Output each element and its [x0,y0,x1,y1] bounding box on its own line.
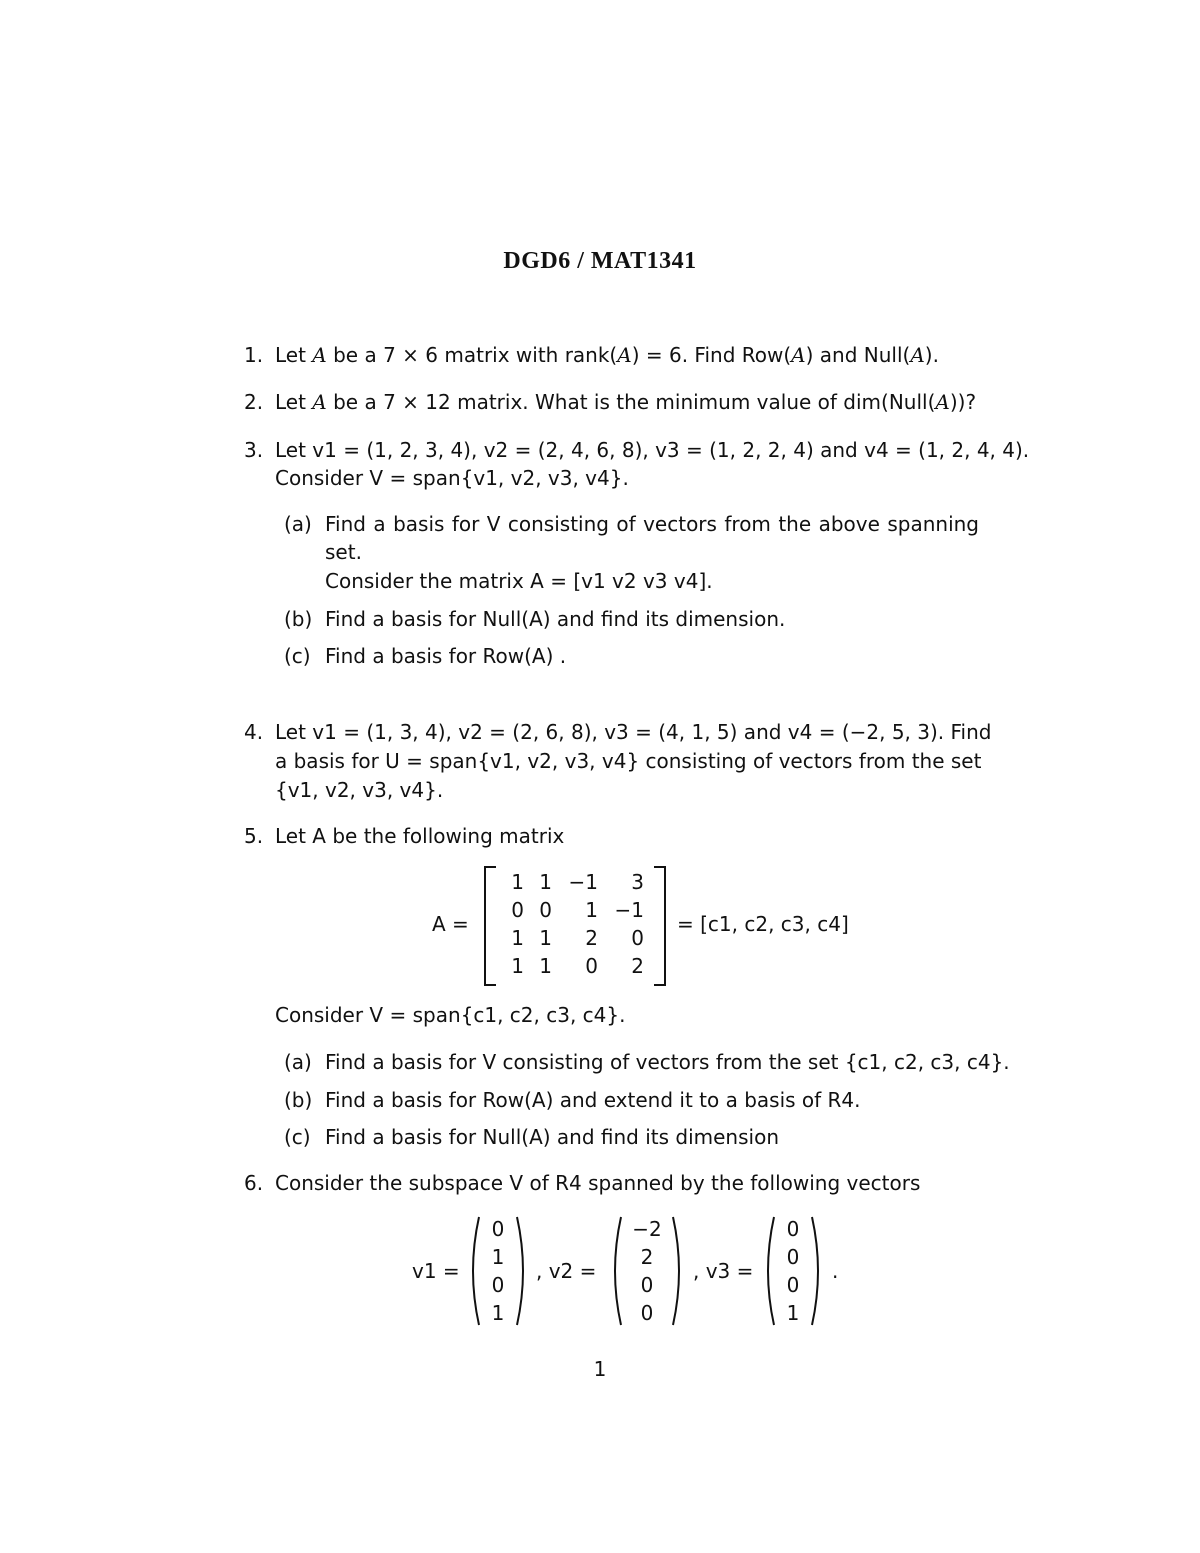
matrix-cell: 1 [539,926,552,950]
vector-v1 [465,1215,531,1327]
matrix-cell: 1 [511,954,524,978]
vector-v2-label: , v2 = [536,1259,597,1283]
vector-entry: −2 [632,1217,662,1241]
matrix-cell: 1 [539,954,552,978]
problem-3a-line-3: Consider the matrix A = [v1 v2 v3 v4]. [325,569,713,593]
vector-entry: 0 [491,1273,505,1297]
matrix-A [484,866,666,982]
matrix-cell: 3 [631,870,644,894]
vector-entry: 0 [786,1273,800,1297]
vector-v2-right-paren [671,1215,687,1327]
problem-4-line-2: a basis for U = span{v1, v2, v3, v4} consisting of vectors from the set [275,749,982,773]
vector-entry: 0 [786,1217,800,1241]
problem-3-line-1: Let v1 = (1, 2, 3, 4), v2 = (2, 4, 6, 8), v3 = (1, 2, 2, 4) and v4 = (1, 2, 4, 4). [275,438,1030,462]
vector-v1-label: v1 = [412,1259,460,1283]
page-title: DGD6 / MAT1341 [503,248,697,274]
problem-5b-label: (b) [284,1088,313,1112]
problem-5c-label: (c) [284,1125,311,1149]
vector-end-period: . [832,1259,839,1283]
matrix-cell: 0 [511,898,524,922]
vector-entry: 1 [786,1301,800,1325]
vector-entry: 0 [491,1217,505,1241]
matrix-cell: 1 [511,926,524,950]
matrix-cell: 1 [539,870,552,894]
problem-2-text: Let A be a 7 × 12 matrix. What is the minimum value of dim(Null(A))? [275,390,977,414]
problem-6-text: Consider the subspace V of R4 spanned by the following vectors [275,1171,921,1195]
page-number: 1 [593,1357,607,1381]
vector-v3-label: , v3 = [693,1259,754,1283]
problem-3a-line-1: Find a basis for V consisting of vectors from the above spanning [325,512,979,536]
matrix-cell: 0 [539,898,552,922]
problem-2-number: 2. [244,390,264,414]
problem-5-number: 5. [244,824,264,848]
problem-3a-line-2: set. [325,540,362,564]
vector-v2-left-paren [607,1215,623,1327]
vector-entry: 1 [491,1301,505,1325]
vector-v2 [607,1215,687,1327]
problem-6-number: 6. [244,1171,264,1195]
matrix-lhs: A = [432,912,469,936]
problem-3-line-2: Consider V = span{v1, v2, v3, v4}. [275,466,629,490]
problem-3-number: 3. [244,438,264,462]
matrix-cell: −1 [568,870,598,894]
vector-entry: 0 [640,1301,654,1325]
matrix-rhs: = [c1, c2, c3, c4] [677,912,849,936]
problem-5c-text: Find a basis for Null(A) and find its dimension [325,1125,779,1149]
matrix-cell: 2 [631,954,644,978]
matrix-cell: 1 [511,870,524,894]
problem-3c-text: Find a basis for Row(A) . [325,644,567,668]
vector-v3 [760,1215,826,1327]
problem-1-text: Let A be a 7 × 6 matrix with rank(A) = 6. Find Row(A) and Null(A). [275,343,939,367]
problem-4-number: 4. [244,720,264,744]
problem-4-line-1: Let v1 = (1, 3, 4), v2 = (2, 6, 8), v3 = (4, 1, 5) and v4 = (−2, 5, 3). Find [275,720,992,744]
vector-entry: 2 [640,1245,654,1269]
problem-1-number: 1. [244,343,264,367]
vector-entry: 0 [640,1273,654,1297]
matrix-cell: 0 [631,926,644,950]
problem-3c-label: (c) [284,644,311,668]
problem-3b-text: Find a basis for Null(A) and find its dimension. [325,607,786,631]
matrix-cell: −1 [614,898,644,922]
problem-4-line-3: {v1, v2, v3, v4}. [275,778,444,802]
problem-5-intro: Let A be the following matrix [275,824,565,848]
matrix-right-bracket [654,866,666,986]
problem-3b-label: (b) [284,607,313,631]
problem-5a-text: Find a basis for V consisting of vectors from the set {c1, c2, c3, c4}. [325,1050,1010,1074]
problem-3a-label: (a) [284,512,312,536]
problem-5-consider: Consider V = span{c1, c2, c3, c4}. [275,1003,626,1027]
matrix-cell: 0 [585,954,598,978]
matrix-cell: 2 [585,926,598,950]
problem-5b-text: Find a basis for Row(A) and extend it to a basis of R4. [325,1088,861,1112]
matrix-cell: 1 [585,898,598,922]
vector-entry: 0 [786,1245,800,1269]
problem-5a-label: (a) [284,1050,312,1074]
vector-entry: 1 [491,1245,505,1269]
